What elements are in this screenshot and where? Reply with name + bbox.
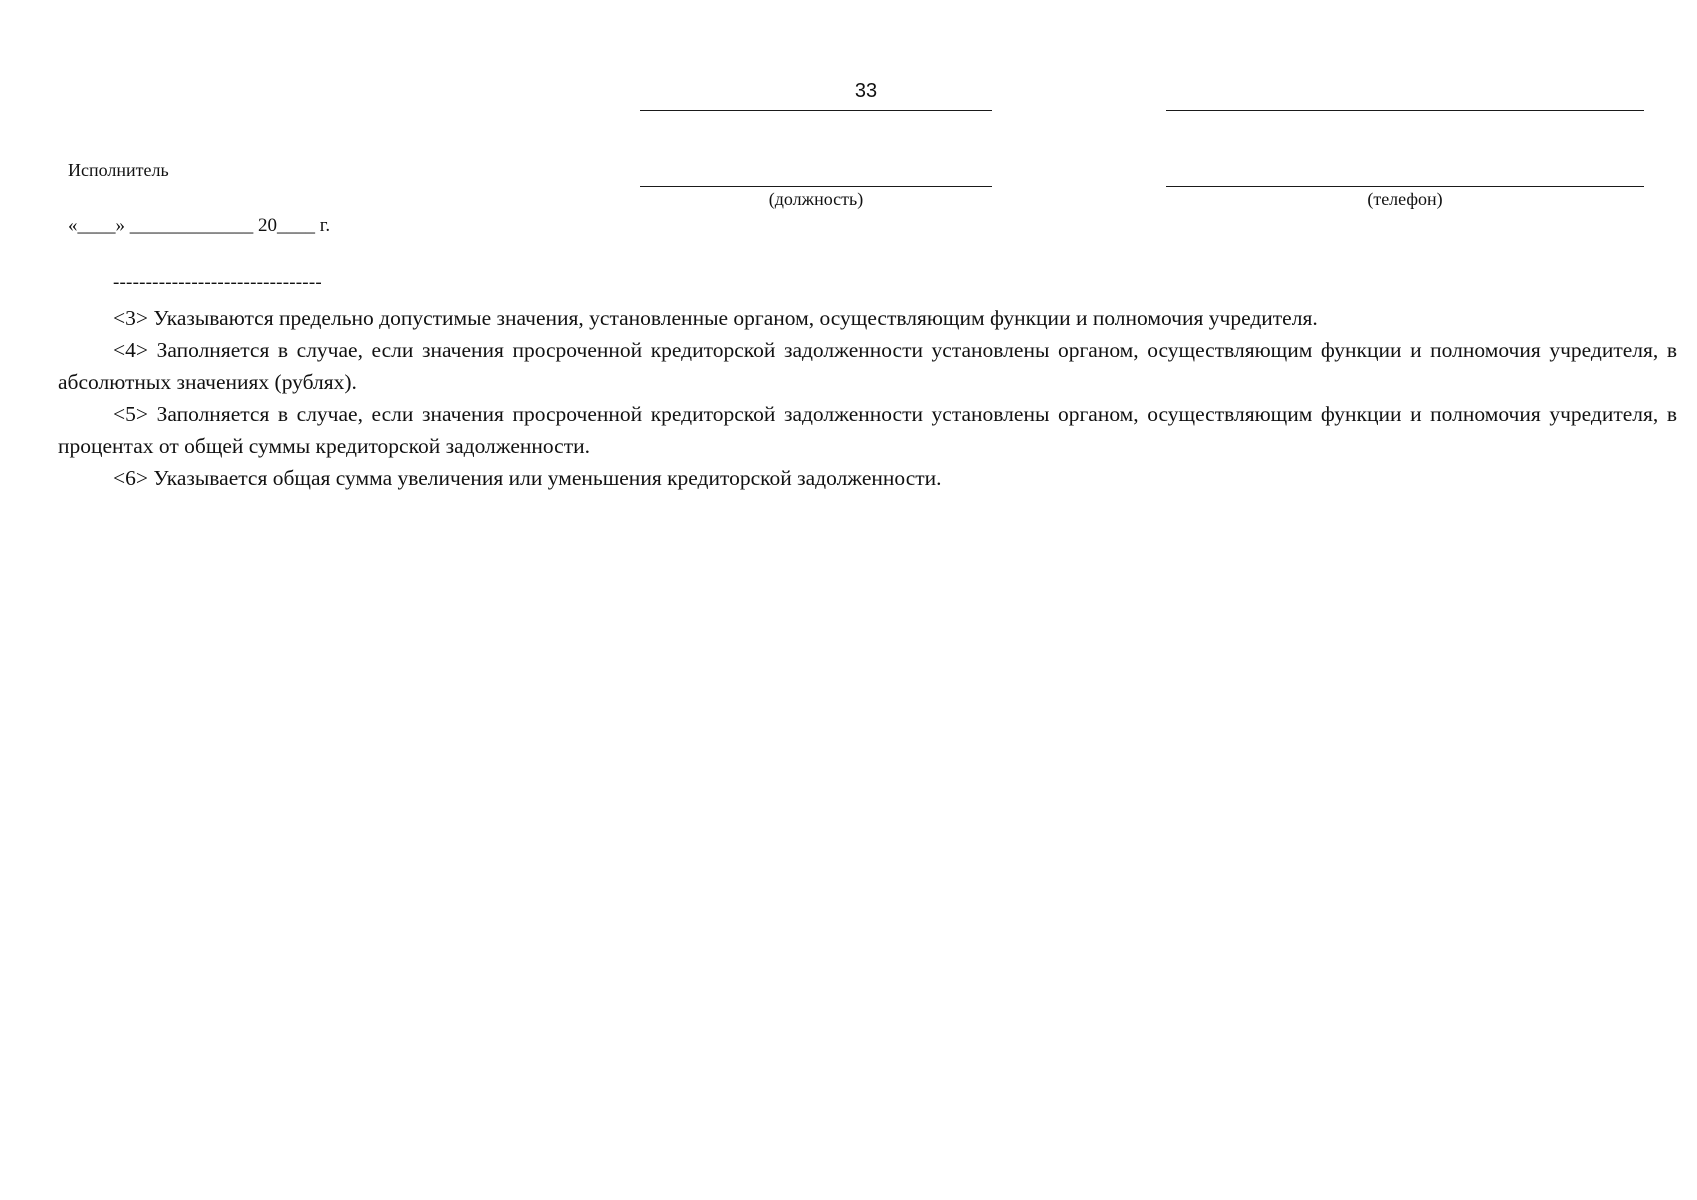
position-caption: (должность) [768,189,864,209]
top-line-right [1166,110,1644,111]
top-line-left [640,110,992,111]
footnote-4: <4> Заполняется в случае, если значения просроченной кредиторской задолженности установлены органом, осуществляющим функции и полномочия учредителя, в абсолютных значениях (рублях). [58,338,1677,394]
page-number: 33 [854,80,878,102]
footnote-6: <6> Указывается общая сумма увеличения или уменьшения кредиторской задолженности. [113,466,942,490]
footnote-separator: -------------------------------- [113,272,322,293]
position-line [640,186,992,187]
date-line: «____» _____________ 20____ г. [68,215,331,236]
footnote-3: <3> Указываются предельно допустимые значения, установленные органом, осуществляющим функции и полномочия учредителя. [113,306,1318,330]
phone-caption: (телефон) [1367,189,1443,209]
footnotes [58,302,1677,494]
executor-label: Исполнитель [68,160,169,180]
footnote-5: <5> Заполняется в случае, если значения просроченной кредиторской задолженности установлены органом, осуществляющим функции и полномочия учредителя, в процентах от общей суммы кредиторской задолженности. [58,402,1677,458]
phone-line [1166,186,1644,187]
